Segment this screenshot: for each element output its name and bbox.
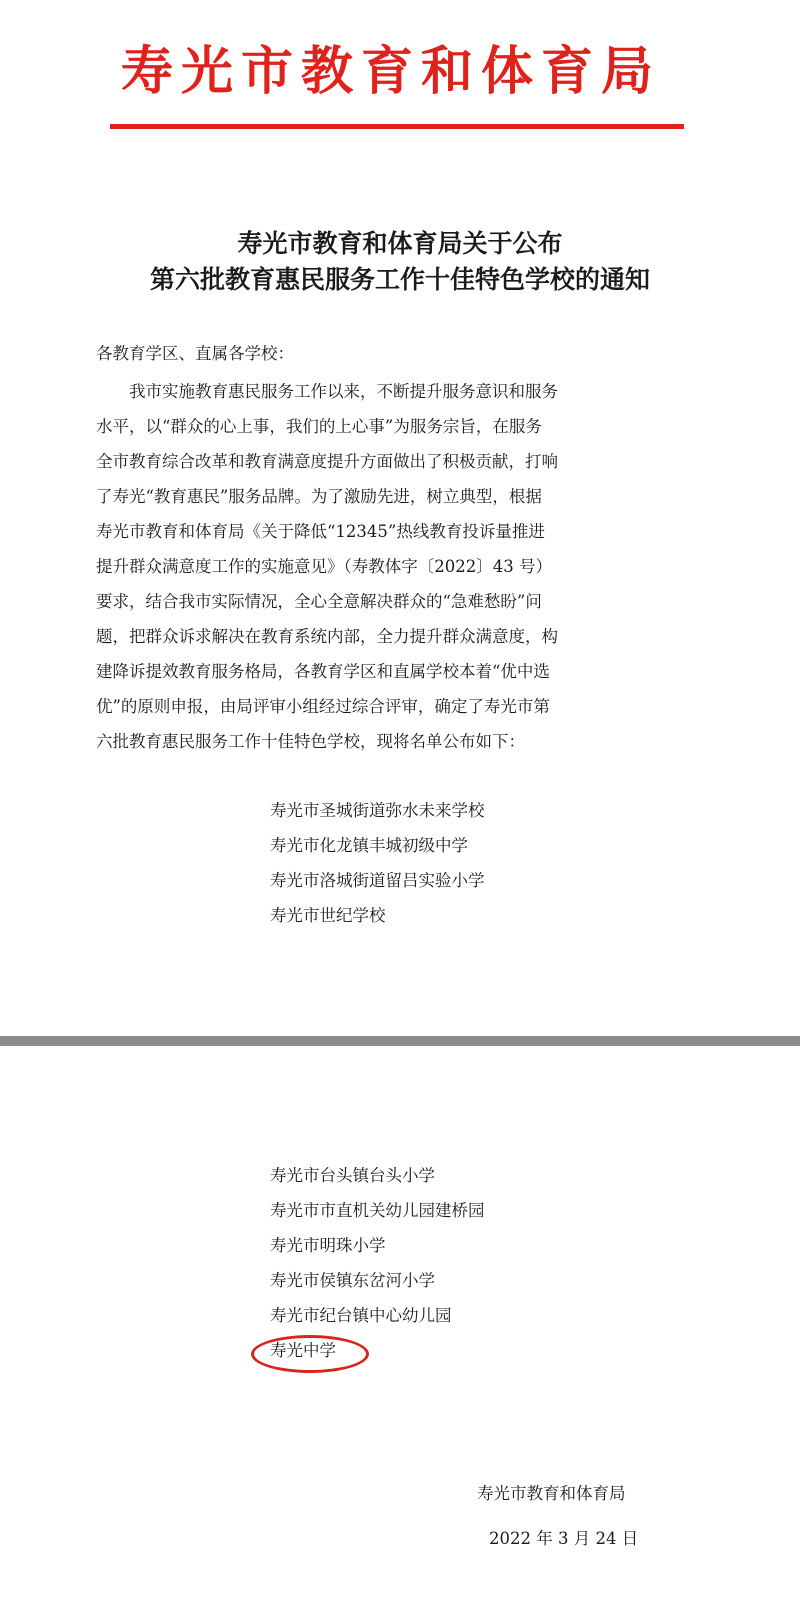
body-line: 题，把群众诉求解决在教育系统内部，全力提升群众满意度，构 — [96, 627, 558, 646]
body-line: 提升群众满意度工作的实施意见》（寿教体字〔2022〕43 号） — [96, 557, 552, 576]
body-line: 我市实施教育惠民服务工作以来，不断提升服务意识和服务 — [96, 382, 558, 401]
school-list-item: 寿光市圣城街道弥水未来学校 — [270, 801, 485, 820]
school-list-item: 寿光市世纪学校 — [270, 906, 386, 925]
school-list-item: 寿光市纪台镇中心幼儿园 — [270, 1306, 452, 1325]
red-circle-highlight — [251, 1335, 369, 1373]
salutation: 各教育学区、直属各学校： — [96, 344, 294, 363]
red-header-rule — [110, 124, 684, 129]
title-line-1: 寿光市教育和体育局关于公布 — [237, 229, 563, 258]
school-list-item-highlighted: 寿光中学 — [270, 1341, 336, 1360]
issuing-org-name: 寿光市教育和体育局 — [120, 41, 661, 102]
signature-date: 2022 年 3 月 24 日 — [489, 1529, 639, 1548]
school-list-page-1 — [270, 793, 485, 933]
body-line: 优”的原则申报，由局评审小组经过综合评审，确定了寿光市第 — [96, 697, 550, 716]
page-break-divider — [0, 1036, 800, 1046]
body-line: 要求，结合我市实际情况，全心全意解决群众的“急难愁盼”问 — [96, 592, 542, 611]
body-line: 六批教育惠民服务工作十佳特色学校，现将名单公布如下： — [96, 732, 525, 751]
school-list-item: 寿光市化龙镇丰城初级中学 — [270, 836, 468, 855]
body-line: 建降诉提效教育服务格局，各教育学区和直属学校本着“优中选 — [96, 662, 550, 681]
title-line-2: 第六批教育惠民服务工作十佳特色学校的通知 — [149, 265, 650, 294]
school-list-item: 寿光市侯镇东岔河小学 — [270, 1271, 435, 1290]
document-header — [0, 40, 800, 104]
school-list-item: 寿光市洛城街道留吕实验小学 — [270, 871, 485, 890]
school-list-item: 寿光市明珠小学 — [270, 1236, 386, 1255]
document-title — [0, 226, 800, 298]
body-line: 寿光市教育和体育局《关于降低“12345”热线教育投诉量推进 — [96, 522, 545, 541]
school-list-item: 寿光市市直机关幼儿园建桥园 — [270, 1201, 485, 1220]
body-line: 了寿光“教育惠民”服务品牌。为了激励先进，树立典型，根据 — [96, 487, 542, 506]
body-line: 全市教育综合改革和教育满意度提升方面做出了积极贡献，打响 — [96, 452, 558, 471]
body-line: 水平，以“群众的心上事，我们的上心事”为服务宗旨，在服务 — [96, 417, 542, 436]
school-list-item: 寿光市台头镇台头小学 — [270, 1166, 435, 1185]
notice-body — [96, 374, 700, 759]
signature-org: 寿光市教育和体育局 — [477, 1484, 626, 1503]
